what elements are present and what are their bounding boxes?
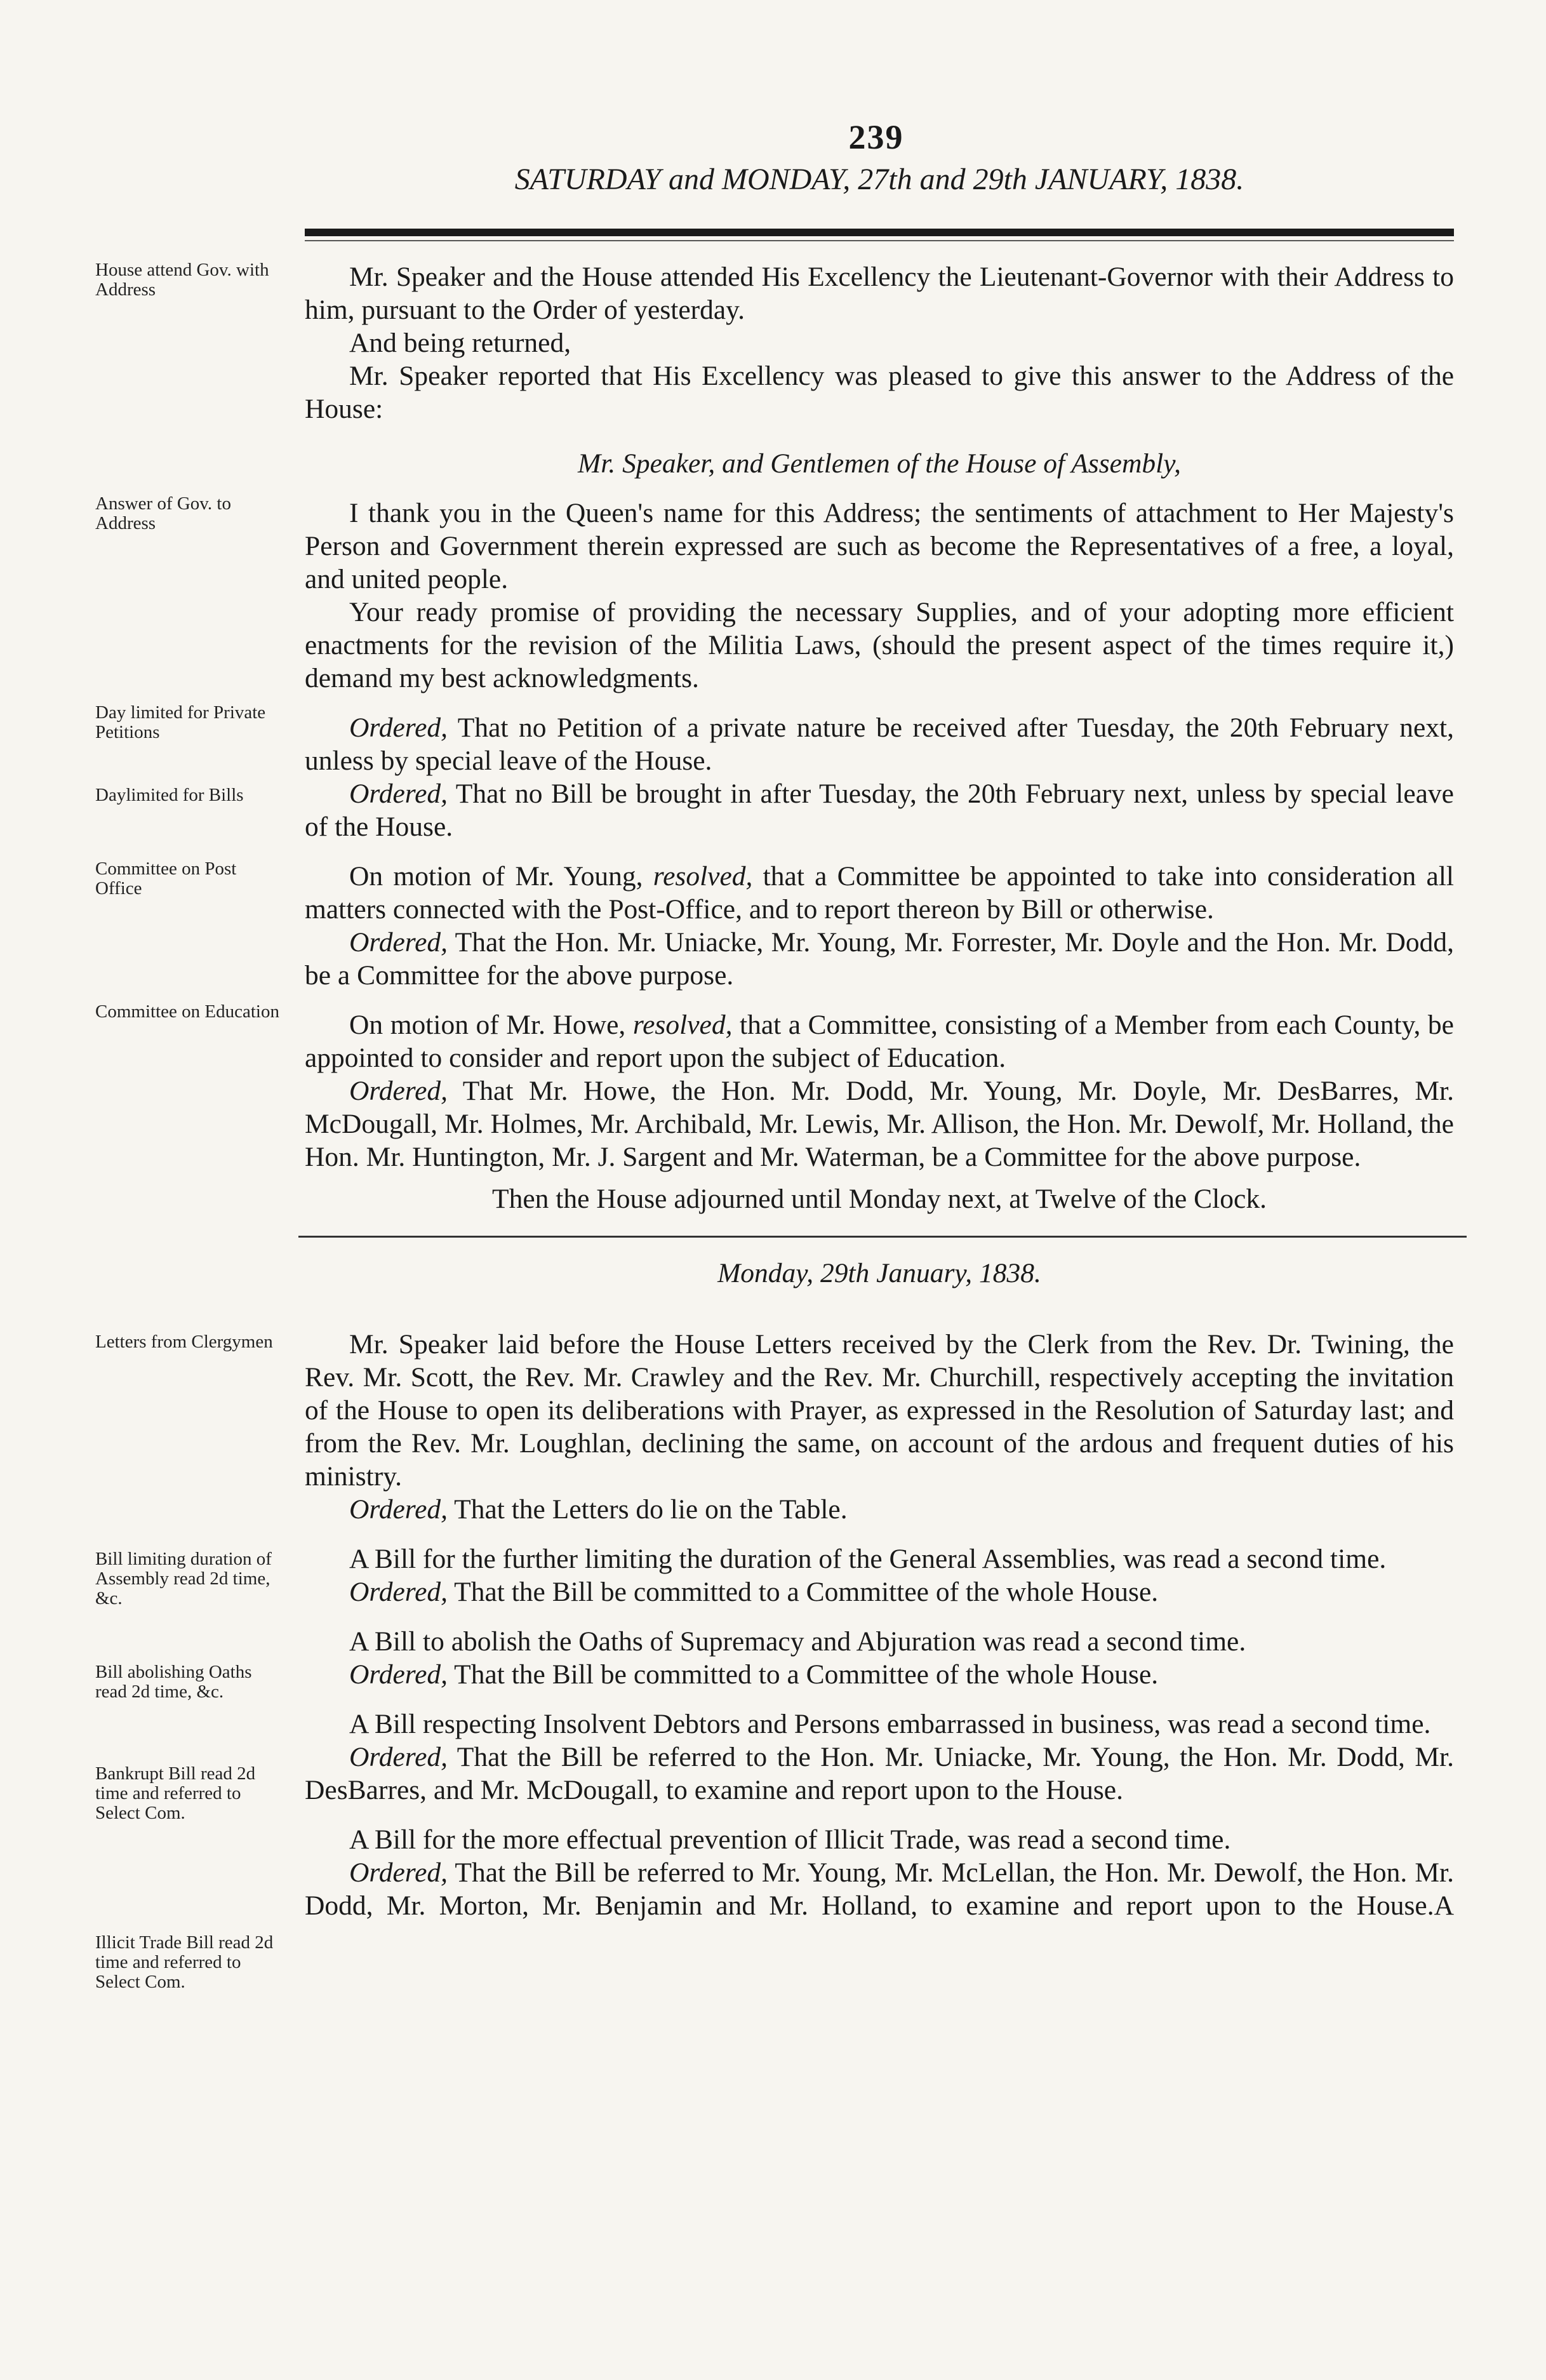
- paragraph-text: That the Bill be committed to a Committee of the whole House.: [448, 1659, 1159, 1690]
- motion-paragraph: [305, 1008, 1454, 1074]
- margin-note: Committee on Post Office: [95, 859, 237, 899]
- paragraph-text: That the Hon. Mr. Uniacke, Mr. Young, Mr. Forrester, Mr. Doyle and the Hon. Mr. Dodd, be a Committee for the above purpose.: [305, 927, 1454, 991]
- paragraph-text: That the Bill be referred to the Hon. Mr. Uniacke, Mr. Young, the Hon. Mr. Dodd, Mr. DesBarres, and Mr. McDougall, to examine and report upon to the House.: [305, 1742, 1454, 1805]
- margin-note: House attend Gov. with Address: [95, 260, 269, 300]
- paragraph-text: That the Bill be committed to a Committee of the whole House.: [448, 1577, 1159, 1607]
- order-paragraph: [305, 1493, 1454, 1526]
- order-paragraph: [305, 1658, 1454, 1691]
- motion-paragraph: [305, 860, 1454, 926]
- resolved-label: resolved,: [632, 1010, 733, 1040]
- order-paragraph: [305, 1575, 1454, 1608]
- paragraph-text: that a Committee, consisting of a Member from each County, be appointed to consider and report upon the subject of Education.: [305, 1010, 1454, 1073]
- ordered-label: Ordered,: [349, 927, 448, 958]
- margin-note: Day limited for Private Petitions: [95, 702, 266, 742]
- page-number: 239: [848, 118, 904, 156]
- paragraph: Mr. Speaker laid before the House Letters received by the Clerk from the Rev. Dr. Twining, the Rev. Mr. Scott, the Rev. Mr. Crawley and the Rev. Mr. Churchill, respectively accepting the invitation of the House to open its deliberations with Prayer, as expressed in the Resolution of Saturday last; and from the Rev. Mr. Loughlan, declining the same, on account of the ardous and frequent duties of his ministry.: [305, 1329, 1454, 1492]
- margin-note: Bankrupt Bill read 2d time and referred to Select Com.: [95, 1763, 256, 1823]
- paragraph-text: That Mr. Howe, the Hon. Mr. Dodd, Mr. Young, Mr. Doyle, Mr. DesBarres, Mr. McDougall, Mr. Holmes, Mr. Archibald, Mr. Lewis, Mr. Allison, the Hon. Mr. Dewolf, Mr. Holland, the Hon. Mr. Huntington, Mr. J. Sargent and Mr. Waterman, be a Committee for the above purpose.: [305, 1076, 1454, 1172]
- adjournment-line: Then the House adjourned until Monday next, at Twelve of the Clock.: [492, 1184, 1267, 1214]
- header-rule: [305, 229, 1454, 236]
- order-paragraph: [305, 711, 1454, 777]
- ordered-label: Ordered,: [349, 1659, 448, 1690]
- margin-note: Bill abolishing Oaths read 2d time, &c.: [95, 1662, 252, 1702]
- header-rule-thin: [305, 240, 1454, 241]
- ordered-label: Ordered,: [349, 779, 448, 809]
- ordered-label: Ordered,: [349, 1742, 448, 1772]
- paragraph: I thank you in the Queen's name for this Address; the sentiments of attachment to Her Majesty's Person and Government therein expressed are such as become the Representatives of a free, a loyal, and united people.: [305, 498, 1454, 594]
- order-paragraph: [305, 777, 1454, 843]
- order-paragraph: [305, 1074, 1454, 1173]
- paragraph-text: That no Bill be brought in after Tuesday, the 20th February next, unless by special leave of the House.: [305, 779, 1454, 842]
- catchword: A: [1434, 1890, 1454, 1921]
- paragraph: A Bill for the further limiting the duration of the General Assemblies, was read a second time.: [349, 1544, 1387, 1574]
- address-salutation: Mr. Speaker, and Gentlemen of the House of Assembly,: [578, 448, 1181, 479]
- paragraph-text: On motion of Mr. Young,: [349, 861, 653, 892]
- paragraph: A Bill to abolish the Oaths of Supremacy and Abjuration was read a second time.: [349, 1626, 1246, 1657]
- journal-text: [305, 260, 1454, 1922]
- margin-note: Illicit Trade Bill read 2d time and referred to Select Com.: [95, 1932, 274, 1992]
- paragraph: And being returned,: [349, 328, 571, 358]
- paragraph: Your ready promise of providing the necessary Supplies, and of your adopting more efficient enactments for the revision of the Militia Laws, (should the present aspect of the times require it,) demand my best acknowledgments.: [305, 597, 1454, 693]
- margin-note: Daylimited for Bills: [95, 785, 244, 805]
- paragraph-text: that a Committee be appointed to take into consideration all matters connected with the Post-Office, and to report thereon by Bill or otherwise.: [305, 861, 1454, 925]
- paragraph-text: That no Petition of a private nature be received after Tuesday, the 20th February next, unless by special leave of the House.: [305, 712, 1454, 776]
- order-paragraph: [305, 1856, 1454, 1922]
- paragraph: A Bill for the more effectual prevention of Illicit Trade, was read a second time.: [349, 1824, 1231, 1855]
- margin-note: Committee on Education: [95, 1001, 279, 1022]
- section-divider: [298, 1236, 1467, 1238]
- order-paragraph: [305, 1741, 1454, 1807]
- margin-note: Letters from Clergymen: [95, 1332, 273, 1352]
- resolved-label: resolved,: [653, 861, 753, 892]
- margin-note: Answer of Gov. to Address: [95, 493, 231, 533]
- paragraph: A Bill respecting Insolvent Debtors and Persons embarrassed in business, was read a second time.: [349, 1709, 1431, 1739]
- paragraph: Mr. Speaker and the House attended His Excellency the Lieutenant-Governor with their Address to him, pursuant to the Order of yesterday.: [305, 262, 1454, 325]
- paragraph: Mr. Speaker reported that His Excellency was pleased to give this answer to the Address of the House:: [305, 361, 1454, 424]
- ordered-label: Ordered,: [349, 1577, 448, 1607]
- margin-note: Bill limiting duration of Assembly read 2d time, &c.: [95, 1549, 272, 1608]
- paragraph-text: On motion of Mr. Howe,: [349, 1010, 633, 1040]
- paragraph-text: That the Letters do lie on the Table.: [448, 1494, 848, 1525]
- page-header: SATURDAY and MONDAY, 27th and 29th JANUARY, 1838.: [514, 163, 1244, 196]
- paragraph-text: That the Bill be referred to Mr. Young, Mr. McLellan, the Hon. Mr. Dewolf, the Hon. Mr. Dodd, Mr. Morton, Mr. Benjamin and Mr. Holland, to examine and report upon to the House.: [305, 1857, 1454, 1921]
- section-dateline: Monday, 29th January, 1838.: [717, 1258, 1041, 1288]
- ordered-label: Ordered,: [349, 712, 448, 743]
- ordered-label: Ordered,: [349, 1857, 448, 1888]
- order-paragraph: [305, 926, 1454, 992]
- ordered-label: Ordered,: [349, 1076, 448, 1106]
- ordered-label: Ordered,: [349, 1494, 448, 1525]
